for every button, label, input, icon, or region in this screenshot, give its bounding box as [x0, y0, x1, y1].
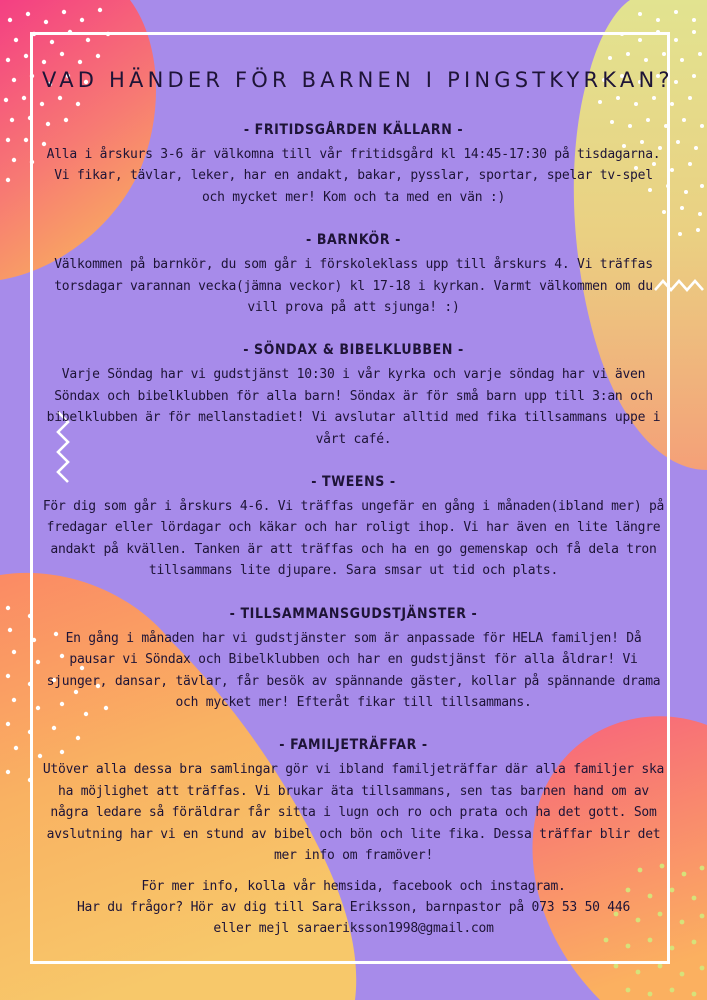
footer-info-line: För mer info, kolla vår hemsida, facebook och instagram.: [141, 879, 566, 894]
section-text: Utöver alla dessa bra samlingar gör vi ibland familjeträffar där alla familjer ska ha möjlighet att träffas. Vi brukar äta tillsammans, sen tas barnen hand om av några ledare så föräldrar får sitta i lugn och ro och prata och ha det gott. Som avslutning har vi en stund av bibel och bön och lite fika. Dessa träffar blir det mer info om framöver!: [42, 762, 665, 863]
section-heading: - TILLSAMMANSGUDSTJÄNSTER -: [229, 605, 478, 622]
section-tillsammansgudstjanster: [42, 604, 665, 714]
section-text: För dig som går i årskurs 4-6. Vi träffas ungefär en gång i månaden(ibland mer) på fredagar eller lördagar och käkar och har roligt ihop. Vi har även en lite längre andakt på kvällen. Tanken är att träffas och ha en go gemenskap och få dela tron tillsammans lite djupare. Sara smsar ut tid och plats.: [42, 499, 665, 579]
section-heading: - TWEENS -: [311, 474, 396, 491]
section-heading: - FRITIDSGÅRDEN KÄLLARN -: [243, 122, 464, 138]
footer-contact: [42, 876, 665, 939]
section-text: Alla i årskurs 3-6 är välkomna till vår fritidsgård kl 14:45-17:30 på tisdagarna. Vi fikar, tävlar, leker, har en andakt, bakar, pysslar, sportar, spelar tv-spel och mycket mer! Kom och ta med en vän :): [46, 147, 661, 205]
footer-contact-line: Har du frågor? Hör av dig till Sara Eriksson, barnpastor på 073 53 50 446: [76, 900, 631, 915]
section-heading: - BARNKÖR -: [306, 232, 401, 249]
section-barnkor: [42, 230, 665, 318]
section-text: Varje Söndag har vi gudstjänst 10:30 i vår kyrka och varje söndag har vi även Söndax och bibelklubben för alla barn! Söndax är för små barn upp till 3:an och bibelklubben är för mellanstadiet! Vi avslutar alltid med fika tillsammans uppe i vårt café.: [46, 367, 661, 447]
section-text: En gång i månaden har vi gudstjänster som är anpassade för HELA familjen! Då pausar vi Söndax och Bibelklubben och har en gudstjänst för alla åldrar! Vi sjunger, dansar, tävlar, får besök av spännande gäster, kollar på spännande drama och mycket mer! Efteråt fikar till tillsammans.: [46, 630, 661, 710]
main-content: [42, 68, 674, 888]
section-heading: - SÖNDAX & BIBELKLUBBEN -: [243, 342, 464, 359]
section-text: Välkommen på barnkör, du som går i förskoleklass upp till årskurs 4. Vi träffas torsdagar varannan vecka(jämna veckor) kl 17-18 i kyrkan. Varmt välkommen om du vill prova på att sjunga! :): [54, 257, 653, 316]
section-heading: - FAMILJETRÄFFAR -: [279, 737, 428, 754]
section-tweens: [42, 472, 665, 582]
section-sondax-bibelklubben: [42, 340, 665, 450]
footer-email-line: eller mejl saraeriksson1998@gmail.com: [213, 921, 494, 936]
section-fritidsgarden: [42, 120, 665, 208]
page-title: VAD HÄNDER FÖR BARNEN I PINGSTKYRKAN?: [42, 68, 674, 92]
section-familjetraffar: [42, 735, 665, 866]
